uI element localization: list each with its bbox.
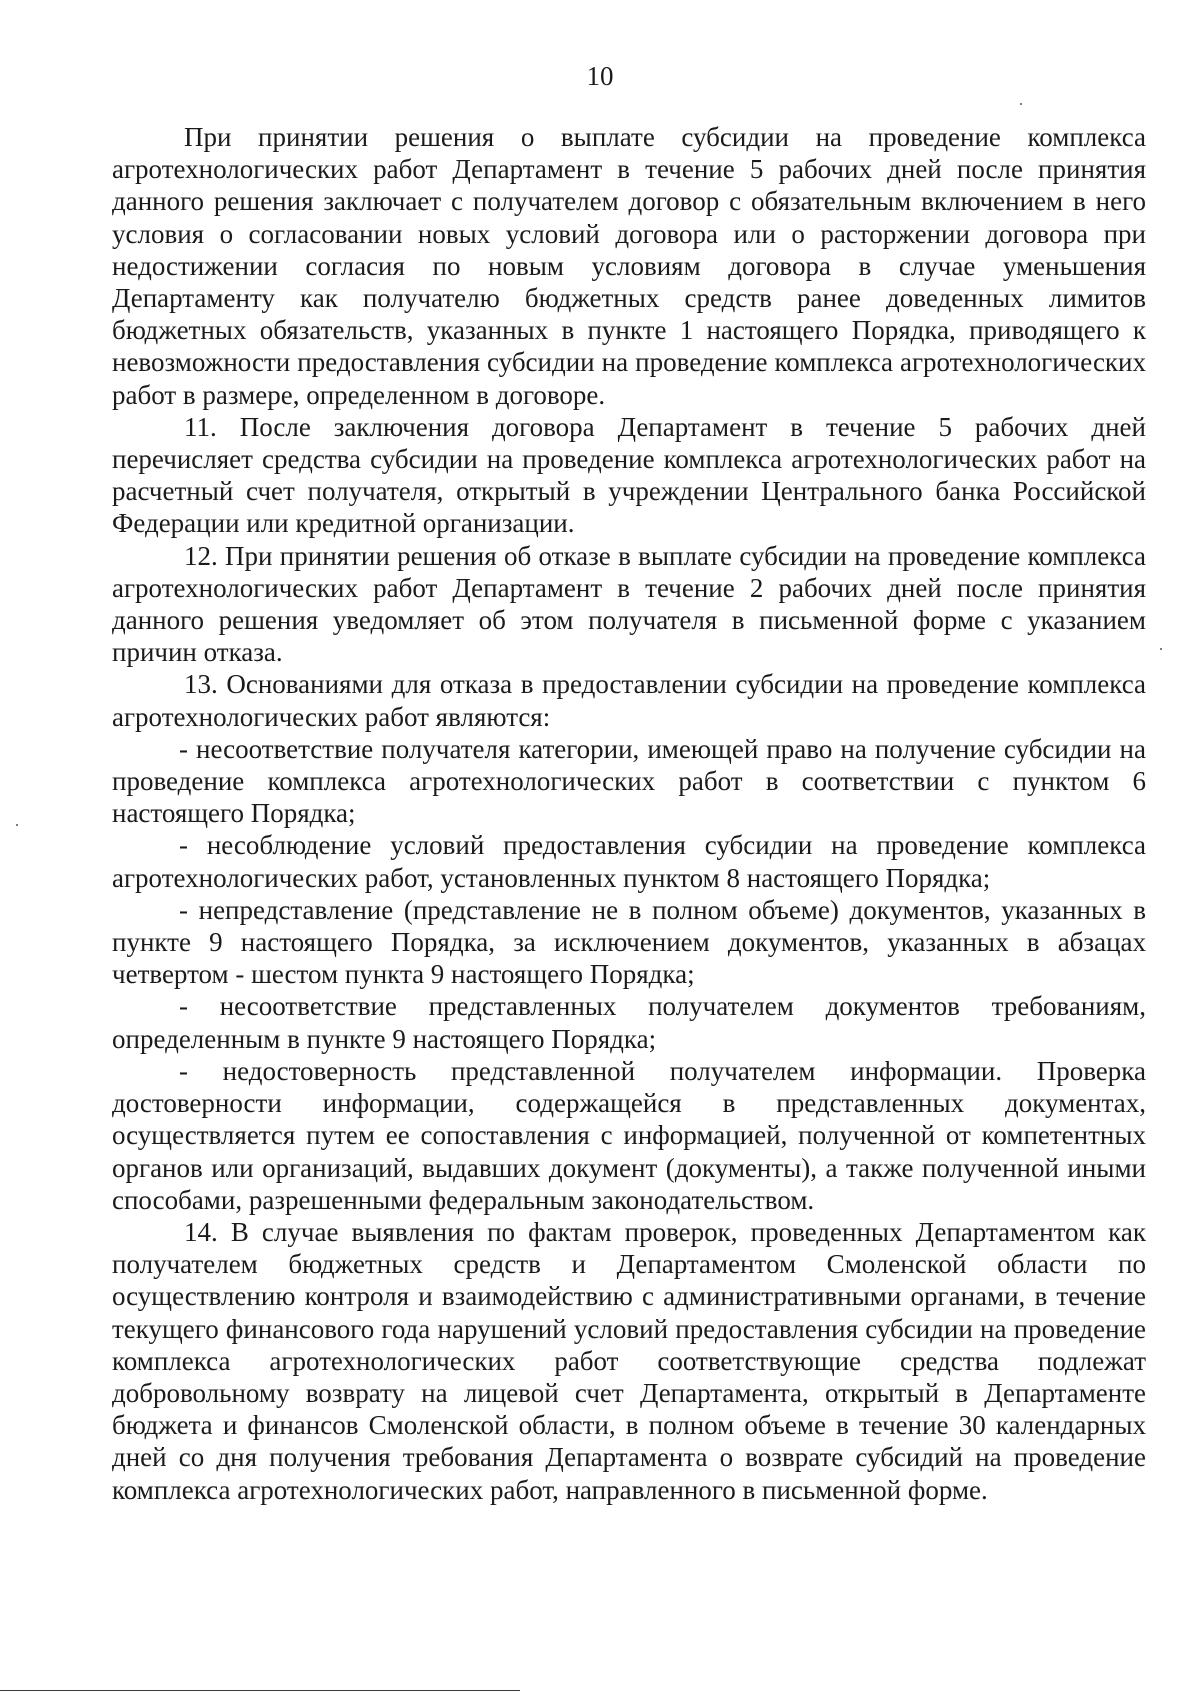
scan-speck (16, 824, 18, 826)
refusal-ground-category: - несоответствие получателя категории, имеющей право на получение субсидии на проведение комплекса агротехнологических работ в соответствии с пунктом 6 настоящего Порядка; (112, 733, 1146, 829)
scan-speck (1020, 103, 1022, 105)
paragraph-14-refund: 14. В случае выявления по фактам проверок, проведенных Департаментом как получателем бюджетных средств и Департаментом Смоленской области по осуществлению контроля и взаимодействию с административными органами, в течение текущего финансового года нарушений условий предоставления субсидии на проведение комплекса агротехнологических работ соответствующие средства подлежат добровольному возврату на лицевой счет Департамента, открытый в Департаменте бюджета и финансов Смоленской области, в полном объеме в течение 30 календарных дней со дня получения требования Департамента о возврате субсидий на проведение комплекса агротехнологических работ, направленного в письменной форме. (112, 1216, 1146, 1505)
paragraph-13-refusal-grounds: 13. Основаниями для отказа в предоставлении субсидии на проведение комплекса агротехнологических работ являются: (112, 669, 1146, 732)
refusal-ground-requirements: - несоответствие представленных получателем документов требованиям, определенным в пункте 9 настоящего Порядка; (112, 991, 1146, 1054)
refusal-ground-documents: - непредставление (представление не в полном объеме) документов, указанных в пункте 9 настоящего Порядка, за исключением документов, указанных в абзацах четвертом - шестом пункта 9 настоящего Порядка; (112, 894, 1146, 990)
paragraph-contract-conclusion: При принятии решения о выплате субсидии на проведение комплекса агротехнологических работ Департамент в течение 5 рабочих дней после принятия данного решения заключает с получателем договор с обязательным включением в него условия о согласовании новых условий договора или о расторжении договора при недостижении согласия по новым условиям договора в случае уменьшения Департаменту как получателю бюджетных средств ранее доведенных лимитов бюджетных обязательств, указанных в пункте 1 настоящего Порядка, приводящего к невозможности предоставления субсидии на проведение комплекса агротехнологических работ в размере, определенном в договоре. (112, 122, 1146, 410)
scan-speck (1160, 648, 1162, 650)
page-number: 10 (586, 61, 614, 91)
document-body (112, 121, 1146, 1506)
paragraph-12-refusal-notice: 12. При принятии решения об отказе в выплате субсидии на проведение комплекса агротехнологических работ Департамент в течение 2 рабочих дней после принятия данного решения уведомляет об этом получателя в письменной форме с указанием причин отказа. (112, 540, 1146, 668)
refusal-ground-unreliable-info: - недостоверность представленной получателем информации. Проверка достоверности информации, содержащейся в представленных документах, осуществляется путем ее сопоставления с информацией, полученной от компетентных органов или организаций, выдавших документ (документы), а также полученной иными способами, разрешенными федеральным законодательством. (112, 1055, 1146, 1215)
paragraph-11-transfer: 11. После заключения договора Департамент в течение 5 рабочих дней перечисляет средства субсидии на проведение комплекса агротехнологических работ на расчетный счет получателя, открытый в учреждении Центрального банка Российской Федерации или кредитной организации. (112, 411, 1146, 539)
refusal-ground-conditions: - несоблюдение условий предоставления субсидии на проведение комплекса агротехнологических работ, установленных пунктом 8 настоящего Порядка; (112, 830, 1146, 893)
scan-edge-line (0, 1690, 520, 1691)
